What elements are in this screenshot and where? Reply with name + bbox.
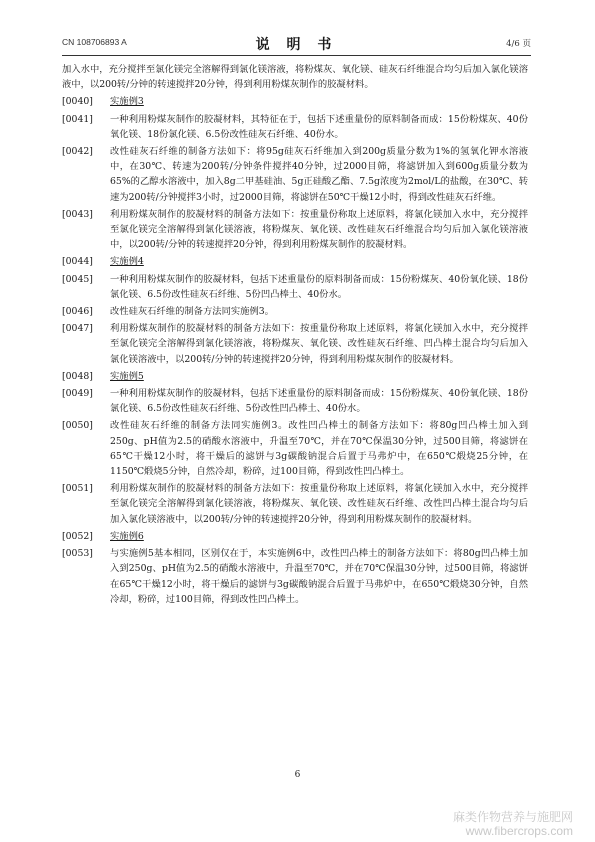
paragraph-number: [0051] bbox=[62, 483, 93, 495]
paragraph-number: [0048] bbox=[62, 370, 93, 382]
heading-text: 实施例6 bbox=[110, 530, 144, 542]
paragraph-text: 改性硅灰石纤维的制备方法如下：将95g硅灰石纤维加入到200g质量分数为1%的氢氧化钾水溶液中，在30℃、转速为200转/分钟条件搅拌40分钟，过2000目筛，将滤饼加入到600g质量分数为65%的乙醇水溶液中，加入8g二甲基硅油、5g正硅酸乙酯、7.5g浓度为2mol/L的盐酸，在30℃、转速为200转/分钟搅拌3小时，过2000目筛，将滤饼在50℃干燥12小时，得到改性硅灰石纤维。 bbox=[110, 146, 528, 203]
numbered-paragraph bbox=[62, 321, 528, 367]
paragraph-number: [0040] bbox=[62, 96, 93, 108]
numbered-paragraph bbox=[62, 144, 528, 205]
numbered-paragraph bbox=[62, 481, 528, 527]
document-body bbox=[62, 62, 528, 609]
heading-text: 实施例5 bbox=[110, 370, 144, 382]
heading-text: 实施例3 bbox=[110, 96, 144, 108]
paragraph-text: 改性硅灰石纤维的制备方法同实施例3。改性凹凸棒土的制备方法如下：将80g凹凸棒土加入到250g、pH值为2.5的硝酸水溶液中，升温至70℃，并在70℃保温30分钟，过500目筛，将滤饼在65℃干燥12小时，将干燥后的滤饼与3g碳酸钠混合后置于马弗炉中，在650℃煅烧25分钟，在1150℃煅烧5分钟，自然冷却，粉碎，过100目筛，得到改性凹凸棒土。 bbox=[110, 420, 528, 478]
watermark bbox=[453, 810, 573, 838]
document-title: 说 明 书 bbox=[255, 37, 338, 53]
watermark-line-2: www.fibercrops.com bbox=[465, 824, 573, 838]
paragraph-number: [0041] bbox=[62, 113, 93, 125]
header-rule bbox=[62, 55, 531, 56]
paragraph-number: [0049] bbox=[62, 388, 93, 400]
section-heading bbox=[62, 94, 528, 109]
paragraph-list bbox=[62, 94, 528, 607]
publication-number: CN 108706893 A bbox=[62, 37, 127, 47]
continued-paragraph: 加入水中，充分搅拌至氯化镁完全溶解得到氯化镁溶液，将粉煤灰、氧化镁、硅灰石纤维混合均匀后加入氯化镁溶液中，以200转/分钟的转速搅拌20分钟，得到利用粉煤灰制作的胶凝材料。 bbox=[62, 64, 528, 91]
paragraph-text: 改性硅灰石纤维的制备方法同实施例3。 bbox=[110, 306, 274, 318]
numbered-paragraph bbox=[62, 546, 528, 607]
paragraph-number: [0046] bbox=[62, 306, 93, 318]
section-heading bbox=[62, 369, 528, 384]
paragraph-text: 利用粉煤灰制作的胶凝材料的制备方法如下：按重量份称取上述原料，将氯化镁加入水中，充分搅拌至氯化镁完全溶解得到氯化镁溶液，将粉煤灰、氧化镁、改性硅灰石纤维、凹凸棒土混合均匀后加入氯化镁溶液中，以200转/分钟的转速搅拌20分钟，得到利用粉煤灰制作的胶凝材料。 bbox=[110, 323, 528, 365]
numbered-paragraph bbox=[62, 304, 528, 319]
paragraph-text: 一种利用粉煤灰制作的胶凝材料，包括下述重量份的原料制备而成：15份粉煤灰、40份氧化镁、18份氯化镁、6.5份改性硅灰石纤维、5份改性凹凸棒土、40份水。 bbox=[110, 388, 528, 415]
section-heading bbox=[62, 529, 528, 544]
paragraph-number: [0045] bbox=[62, 273, 93, 285]
paragraph-number: [0052] bbox=[62, 530, 93, 542]
numbered-paragraph bbox=[62, 207, 528, 253]
paragraph-text: 利用粉煤灰制作的胶凝材料的制备方法如下：按重量份称取上述原料，将氯化镁加入水中，充分搅拌至氯化镁完全溶解得到氯化镁溶液，将粉煤灰、氧化镁、改性硅灰石纤维、改性凹凸棒土混合均匀后加入氯化镁溶液中，以200转/分钟的转速搅拌20分钟，得到利用粉煤灰制作的胶凝材料。 bbox=[110, 483, 528, 525]
paragraph-text: 一种利用粉煤灰制作的胶凝材料，包括下述重量份的原料制备而成：15份粉煤灰、40份氧化镁、18份氯化镁、6.5份改性硅灰石纤维、5份凹凸棒土、40份水。 bbox=[110, 273, 528, 300]
paragraph-number: [0053] bbox=[62, 548, 93, 560]
page-number: 6 bbox=[294, 770, 301, 780]
page-count: 4/6 页 bbox=[506, 39, 531, 49]
paragraph-text: 与实施例5基本相同，区别仅在于，本实施例6中，改性凹凸棒土的制备方法如下：将80g凹凸棒土加入到250g、pH值为2.5的硝酸水溶液中，升温至70℃，并在70℃保温30分钟，过500目筛，将滤饼在65℃干燥12小时，将干燥后的滤饼与3g碳酸钠混合后置于马弗炉中，在650℃煅烧30分钟，自然冷却，粉碎，过100目筛，得到改性凹凸棒土。 bbox=[110, 548, 528, 605]
numbered-paragraph bbox=[62, 386, 528, 416]
paragraph-number: [0042] bbox=[62, 146, 93, 158]
paragraph-text: 利用粉煤灰制作的胶凝材料的制备方法如下：按重量份称取上述原料，将氯化镁加入水中，充分搅拌至氯化镁完全溶解得到氯化镁溶液，将粉煤灰、氧化镁、改性硅灰石纤维混合均匀后加入氯化镁溶液中，以200转/分钟的转速搅拌20分钟，得到利用粉煤灰制作的胶凝材料。 bbox=[110, 208, 528, 251]
section-heading bbox=[62, 254, 528, 269]
paragraph-number: [0044] bbox=[62, 256, 93, 268]
heading-text: 实施例4 bbox=[110, 256, 144, 268]
numbered-paragraph bbox=[62, 418, 528, 479]
paragraph-text: 一种利用粉煤灰制作的胶凝材料，其特征在于，包括下述重量份的原料制备而成：15份粉煤灰、40份氧化镁、18份氯化镁、6.5份改性硅灰石纤维、40份水。 bbox=[110, 113, 528, 140]
paragraph-number: [0043] bbox=[62, 208, 93, 220]
watermark-line-1: 麻类作物营养与施肥网 bbox=[452, 810, 573, 824]
paragraph-number: [0047] bbox=[62, 323, 93, 335]
paragraph-number: [0050] bbox=[62, 420, 93, 432]
numbered-paragraph bbox=[62, 112, 528, 142]
page-header bbox=[62, 34, 531, 52]
numbered-paragraph bbox=[62, 272, 528, 302]
